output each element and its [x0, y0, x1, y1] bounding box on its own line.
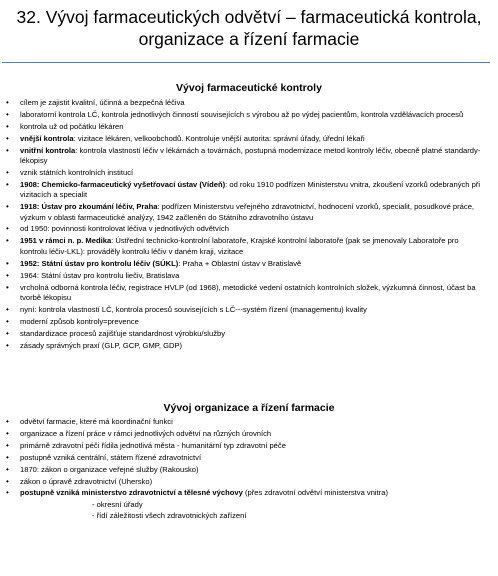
list-item-text: zásady správných praxí (GLP, GCP, GMP, GDP)	[20, 340, 183, 350]
list-item-text: moderní způsob kontroly=prevence	[20, 316, 139, 326]
section-heading-organizace: Vývoj organizace a řízení farmacie	[163, 402, 335, 414]
bullet-icon: •	[6, 98, 9, 107]
list-item-text: : od roku 1910 podřízen Ministerstvu vnitra, zkoušení vzorků odebraných při vizitacích a specialit	[20, 179, 481, 200]
list-item	[0, 134, 482, 144]
list-item	[0, 453, 482, 463]
list-item-text: : podřízen Ministerstvu veřejného zdravotnictví, hodnocení vzorků, specialit, posudkové práce, výzkum v oblasti farmaceutické analýzy, 1942 začleněn do Státního zdravotního ústavu	[20, 202, 475, 222]
list-item-text: zákon o úpravě zdravotnictví (Uhersko)	[20, 476, 153, 486]
bullet-icon: •	[6, 179, 9, 189]
bullet-icon: •	[6, 167, 9, 177]
bullet-icon: •	[6, 109, 9, 119]
list-item-bold-text: 1918: Ústav pro zkoumání léčiv, Praha	[20, 202, 158, 212]
bullet-icon: •	[6, 328, 9, 338]
organizace-list	[0, 417, 482, 521]
list-item	[0, 417, 482, 427]
list-item	[0, 110, 482, 120]
bullet-icon: •	[6, 270, 9, 280]
bullet-icon: •	[6, 417, 9, 426]
list-item-text: kontrola už od počátku lékáren	[20, 121, 124, 131]
list-item-text: 1964: Státní ústav pro kontrolu liečiv, Bratislava	[20, 270, 180, 280]
list-item-text: : Praha + Oblastní ústav v Bratislavě	[178, 258, 302, 268]
list-item-bold-text: postupně vzniká ministerstvo zdravotnictví a tělesné výchovy	[20, 488, 243, 498]
list-item	[0, 271, 482, 281]
list-item	[0, 465, 482, 475]
list-item	[0, 341, 482, 351]
list-item	[0, 317, 482, 327]
list-item	[0, 180, 482, 201]
list-item-text: nyní: kontrola vlastností LČ, kontrola procesů souvisejících s LČ---systém řízení (managementu) kvality	[20, 304, 367, 314]
list-item-text: odvětví farmacie, které má koordinační funkci	[20, 417, 173, 426]
list-item-text: od 1950: povinnosti kontrolovat léčiva v jednotlivých odvětvích	[20, 224, 229, 234]
page-title-line-2: organizace a řízení farmacie	[138, 29, 360, 49]
list-item-bold-text: vnější kontrola	[20, 133, 74, 143]
list-item-text: postupně vzniká centrální, státem řízené zdravotnictví	[20, 452, 202, 462]
list-item-text: : Ústřední technicko-kontrolní laboratoře, Krajské kontrolní laboratoře (pak se jmenovaly Laboratoře pro kontrolu léčiv-LKL): prováděly kontrolu léčiv v daném kraji, vizitace	[20, 236, 459, 256]
list-item-text: vrcholná odborná kontrola léčiv, registrace HVLP (od 1968), metodické vedení ostatních kontrolních složek, výzkumná činnost, účast ba tvorbě lékopisu	[20, 282, 476, 302]
list-item	[0, 305, 482, 315]
bullet-icon: •	[6, 440, 9, 450]
list-item-bold-text: vnitřní kontrola	[20, 145, 76, 155]
sub-list-item: - řídí záležitosti všech zdravotnických zařízení	[92, 510, 247, 520]
list-item-text: : kontrola vlastností léčiv v lékárnách a továrnách, postupná modernizace metod kontroly léčiv, obecně platné standardy-lékopisy	[20, 145, 481, 166]
title-divider	[2, 62, 490, 63]
list-item-text: standardizace procesů zajišťuje standardnost výrobku/služby	[20, 328, 226, 338]
list-item	[0, 259, 482, 269]
list-item-bold-text: 1951 v rámci n. p. Medika	[20, 236, 112, 246]
bullet-icon: •	[6, 304, 9, 314]
bullet-icon: •	[6, 452, 9, 462]
list-item-text: (přes zdravotní odvětví ministerstva vnitra)	[242, 488, 389, 498]
list-item-text: : vizitace lékáren, velkoobchodů. Kontroluje vnější autorita: správní úřady, úřední lékaři	[73, 133, 365, 143]
list-item	[0, 429, 482, 439]
bullet-icon: •	[6, 202, 9, 212]
list-item	[0, 122, 482, 132]
bullet-icon: •	[6, 224, 9, 234]
list-item-text: vznik státních kontrolních institucí	[20, 167, 134, 177]
list-item	[0, 236, 482, 257]
list-item	[0, 202, 482, 223]
bullet-icon: •	[6, 236, 9, 246]
bullet-icon: •	[6, 464, 9, 474]
bullet-icon: •	[6, 282, 9, 292]
list-item	[0, 283, 482, 304]
bullet-icon: •	[6, 476, 9, 486]
bullet-icon: •	[6, 121, 9, 131]
list-item-bold-text: 1908: Chemicko-farmaceutický vyšetřovací ústav (Vídeň)	[20, 179, 226, 189]
page-title-line-1: 32. Vývoj farmaceutických odvětví – farmaceutická kontrola,	[16, 7, 482, 27]
list-item-text: laboratorní kontrola LČ, kontrola jednotlivých činností souvisejících s výrobou až po výdej pacientům, kontrola vzdělávacích procesů	[20, 109, 464, 119]
list-item-bold-text: 1952: Státní ústav pro kontrolu léčiv (SÚKL)	[20, 258, 179, 268]
page-title	[0, 6, 498, 50]
list-item-text: organizace a řízení práce v rámci jednotlivých odvětví na různých úrovních	[20, 428, 272, 438]
section-heading-kontrola: Vývoj farmaceutické kontroly	[176, 82, 322, 94]
list-item	[0, 488, 482, 498]
list-item	[0, 224, 482, 234]
bullet-icon: •	[6, 340, 9, 350]
bullet-icon: •	[6, 145, 9, 155]
list-item	[0, 329, 482, 339]
list-item-text: cílem je zajistit kvalitní, účinná a bezpečná léčiva	[20, 98, 185, 107]
list-item	[0, 98, 482, 108]
list-item	[0, 168, 482, 178]
bullet-icon: •	[6, 316, 9, 326]
list-item	[0, 146, 482, 167]
bullet-icon: •	[6, 488, 9, 498]
kontrola-list	[0, 98, 482, 352]
bullet-icon: •	[6, 428, 9, 438]
list-item	[0, 441, 482, 451]
list-item-text: 1870: zákon o organizace veřejné služby (Rakousko)	[20, 464, 199, 474]
bullet-icon: •	[6, 258, 9, 268]
list-item-text: primárně zdravotní péči řídila jednotlivá města - humanitární typ zdravotní péče	[20, 440, 286, 450]
list-item	[0, 477, 482, 487]
bullet-icon: •	[6, 133, 9, 143]
sub-list-item: - okresní úřady	[92, 500, 143, 510]
